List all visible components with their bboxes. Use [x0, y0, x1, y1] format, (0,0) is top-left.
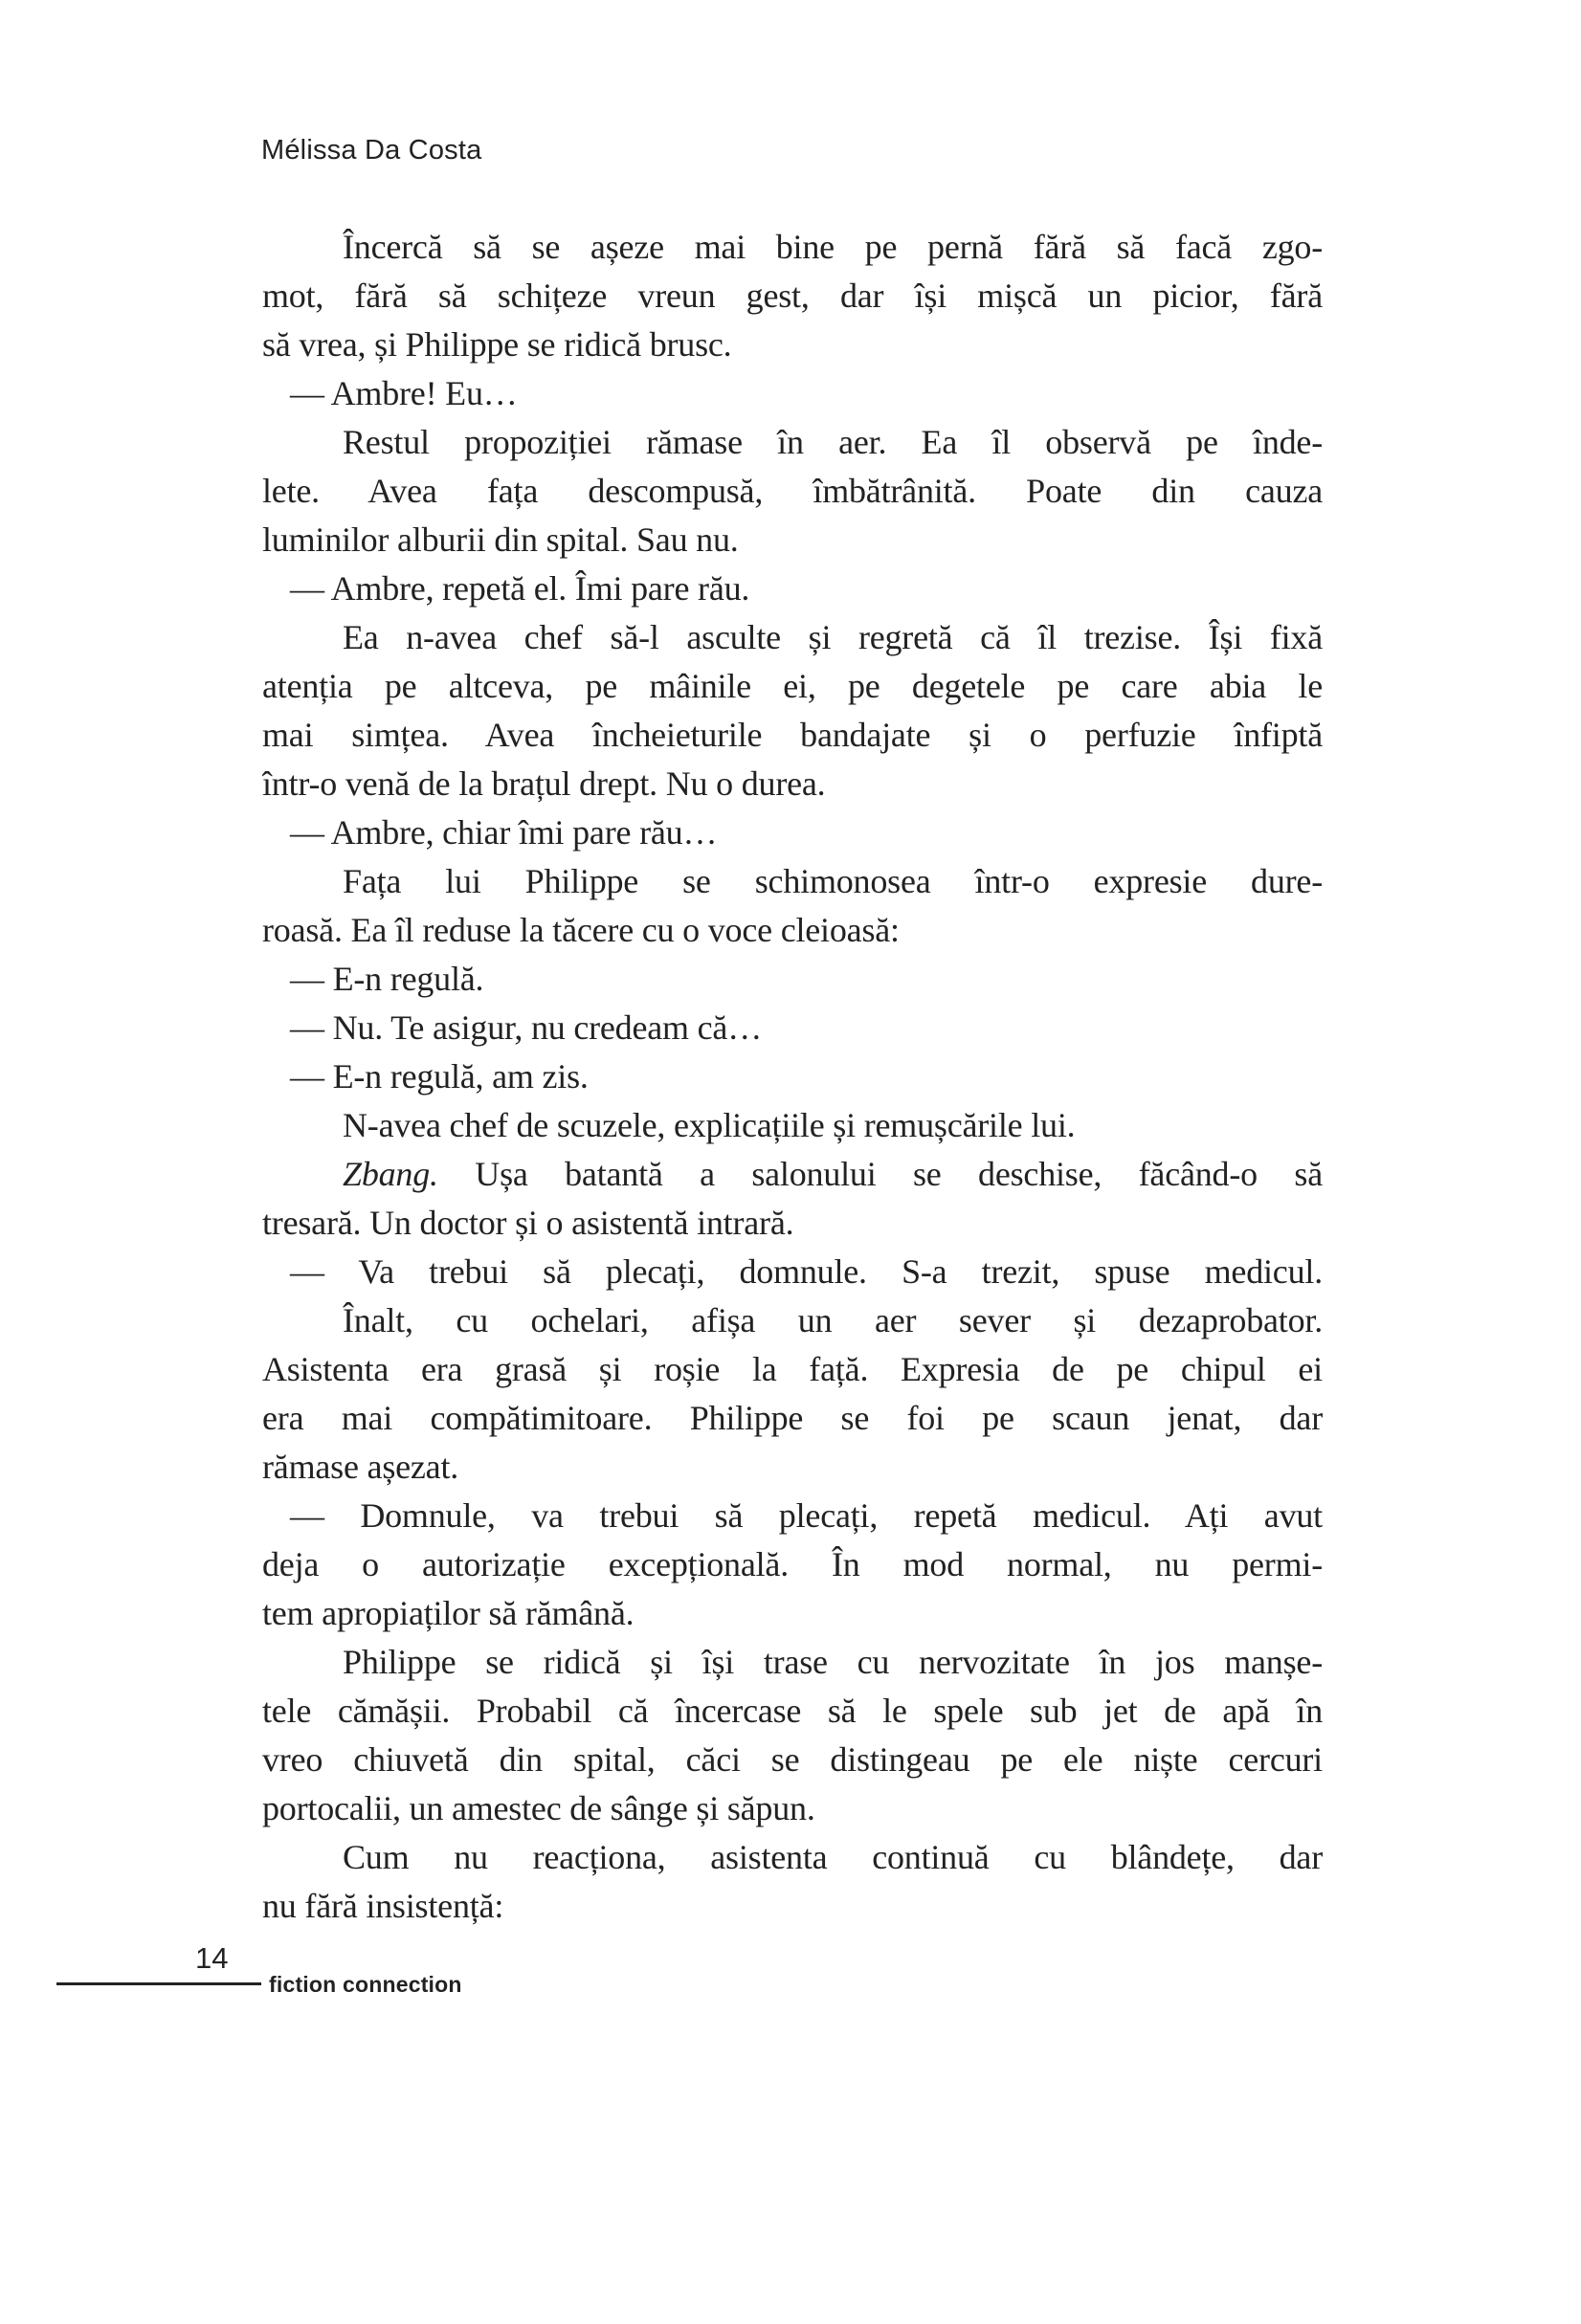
- imprint-divider-line: [56, 1982, 261, 1985]
- text-line: era mai compătimitoare. Philippe se foi pe scaun jenat, dar: [262, 1399, 1323, 1437]
- text-line: Philippe se ridică și își trase cu nervozitate în jos manșe-: [343, 1643, 1323, 1681]
- text-line: tele cămășii. Probabil că încercase să le spele sub jet de apă în: [262, 1692, 1323, 1730]
- text-line: lete. Avea fața descompusă, îmbătrânită. Poate din cauza: [262, 472, 1323, 510]
- page-number: 14: [195, 1941, 229, 1975]
- text-line: — Ambre! Eu…: [290, 374, 518, 412]
- imprint-label: fiction connection: [269, 1972, 462, 1997]
- running-header-author: Mélissa Da Costa: [261, 135, 482, 166]
- text-line: Zbang. Ușa batantă a salonului se deschise, făcând-o să: [343, 1155, 1323, 1193]
- text-line: — Va trebui să plecați, domnule. S-a trezit, spuse medicul.: [290, 1252, 1323, 1291]
- text-line: — Nu. Te asigur, nu credeam că…: [290, 1008, 763, 1047]
- body-text-block: [262, 223, 1323, 1931]
- text-line: mot, fără să schițeze vreun gest, dar își mișcă un picior, fără: [262, 277, 1323, 315]
- text-line: — Ambre, repetă el. Îmi pare rău.: [290, 569, 750, 608]
- text-line: — E-n regulă.: [290, 960, 484, 998]
- text-line: portocalii, un amestec de sânge și săpun.: [262, 1789, 815, 1827]
- text-line: deja o autorizație excepțională. În mod normal, nu permi-: [262, 1545, 1323, 1583]
- text-line: luminilor alburii din spital. Sau nu.: [262, 520, 739, 559]
- text-line: într-o venă de la brațul drept. Nu o durea.: [262, 764, 826, 803]
- text-line: N-avea chef de scuzele, explicațiile și remușcările lui.: [343, 1106, 1076, 1144]
- text-line: mai simțea. Avea încheieturile bandajate și o perfuzie înfiptă: [262, 716, 1323, 754]
- text-line: tem apropiaților să rămână.: [262, 1594, 635, 1632]
- text-line: Restul propoziției rămase în aer. Ea îl observă pe înde-: [343, 423, 1323, 461]
- text-line: vreo chiuvetă din spital, căci se distingeau pe ele niște cercuri: [262, 1740, 1323, 1779]
- text-line: — Ambre, chiar îmi pare rău…: [290, 813, 718, 852]
- text-line: rămase așezat.: [262, 1448, 459, 1486]
- text-line: Ea n-avea chef să-l asculte și regretă că îl trezise. Își fixă: [343, 618, 1323, 656]
- text-line: — E-n regulă, am zis.: [290, 1057, 589, 1096]
- text-line: nu fără insistență:: [262, 1887, 504, 1925]
- text-line: tresară. Un doctor și o asistentă intrară.: [262, 1204, 794, 1242]
- text-line: Asistenta era grasă și roșie la față. Expresia de pe chipul ei: [262, 1350, 1323, 1388]
- text-line: Înalt, cu ochelari, afișa un aer sever și dezaprobator.: [343, 1301, 1323, 1339]
- text-line: Cum nu reacționa, asistenta continuă cu blândețe, dar: [343, 1838, 1323, 1876]
- text-line: atenția pe altceva, pe mâinile ei, pe degetele pe care abia le: [262, 667, 1323, 705]
- text-line: roasă. Ea îl reduse la tăcere cu o voce cleioasă:: [262, 911, 900, 949]
- text-line: Fața lui Philippe se schimonosea într-o expresie dure-: [343, 862, 1323, 900]
- text-line: Încercă să se așeze mai bine pe pernă fără să facă zgo-: [343, 228, 1323, 266]
- text-line: să vrea, și Philippe se ridică brusc.: [262, 325, 732, 364]
- text-line: — Domnule, va trebui să plecați, repetă medicul. Ați avut: [290, 1496, 1323, 1535]
- italic-sound-word: Zbang.: [343, 1155, 438, 1193]
